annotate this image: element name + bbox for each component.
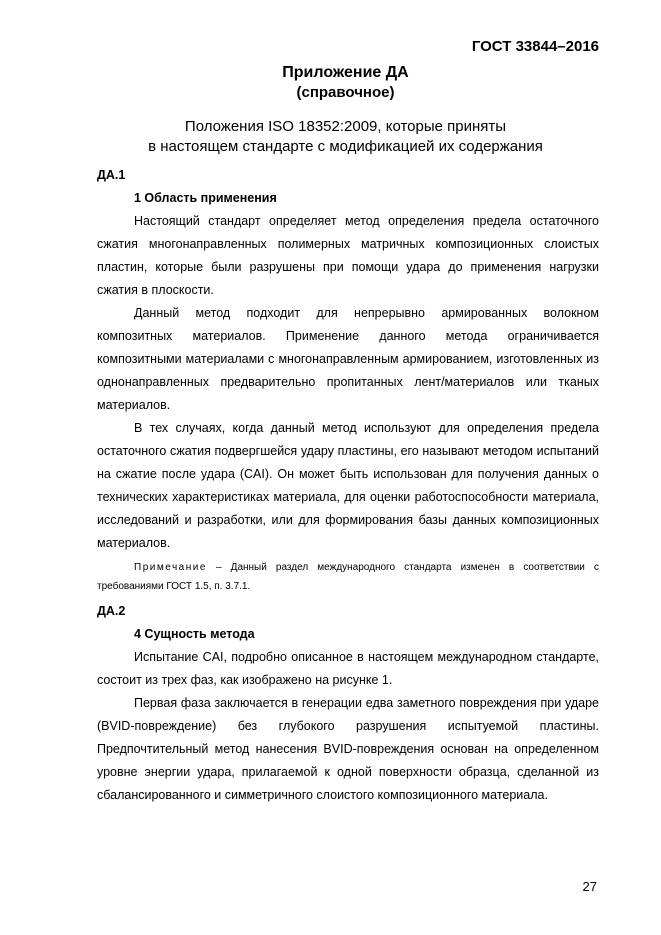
note-label: Примечание — [134, 562, 207, 573]
section-id-da2: ДА.2 — [97, 604, 126, 618]
note-text: – Данный раздел международного стандарта изменен в соответствии с требованиями ГОСТ 1.5, п. 3.7.1. — [97, 562, 599, 592]
section-heading-essence: 4 Сущность метода — [134, 627, 255, 641]
paragraph: Испытание CAI, подробно описанное в настоящем международном стандарте, состоит из трех фаз, как изображено на рисунке 1. — [97, 650, 599, 687]
section-title — [90, 117, 601, 157]
section-id-da1: ДА.1 — [97, 168, 126, 182]
section-heading-scope: 1 Область применения — [134, 191, 277, 205]
appendix-subtitle: (справочное) — [296, 84, 395, 101]
paragraph: Настоящий стандарт определяет метод определения предела остаточного сжатия многонаправленных полимерных матричных композиционных слоистых пластин, которые были разрушены при помощи удара до применения нагрузки сжатия в плоскости. — [97, 214, 599, 297]
section-title-line-1: Положения ISO 18352:2009, которые приняты — [184, 118, 507, 135]
note — [97, 558, 599, 596]
appendix-title: Приложение ДА — [282, 64, 409, 81]
document-body — [97, 164, 599, 807]
page-number: 27 — [582, 879, 597, 894]
paragraph: Первая фаза заключается в генерации едва заметного повреждения при ударе (BVID-повреждение) без глубокого разрушения испытуемой пластины. Предпочтительный метод нанесения BVID-повреждения основан на определенном уровне энергии удара, прилагаемой к одной поверхности образца, сделанной из сбалансированного и симметричного слоистого композиционного материала. — [97, 696, 599, 802]
standard-code: ГОСТ 33844–2016 — [471, 38, 599, 55]
paragraph: Данный метод подходит для непрерывно армированных волокном композитных материалов. Применение данного метода ограничивается композитными материалами с многонаправленным армированием, изготовленных из однонаправленных предварительно пропитанных лент/материалов или тканых материалов. — [97, 306, 599, 412]
section-title-line-2: в настоящем стандарте с модификацией их содержания — [148, 138, 543, 155]
paragraph: В тех случаях, когда данный метод используют для определения предела остаточного сжатия подвергшейся удару пластины, его называют методом испытаний на сжатие после удара (CAI). Он может быть использован для получения данных о технических характеристиках материала, для оценки работоспособности материала, исследований и разработки, или для формирования базы данных композиционных материалов. — [97, 421, 599, 550]
